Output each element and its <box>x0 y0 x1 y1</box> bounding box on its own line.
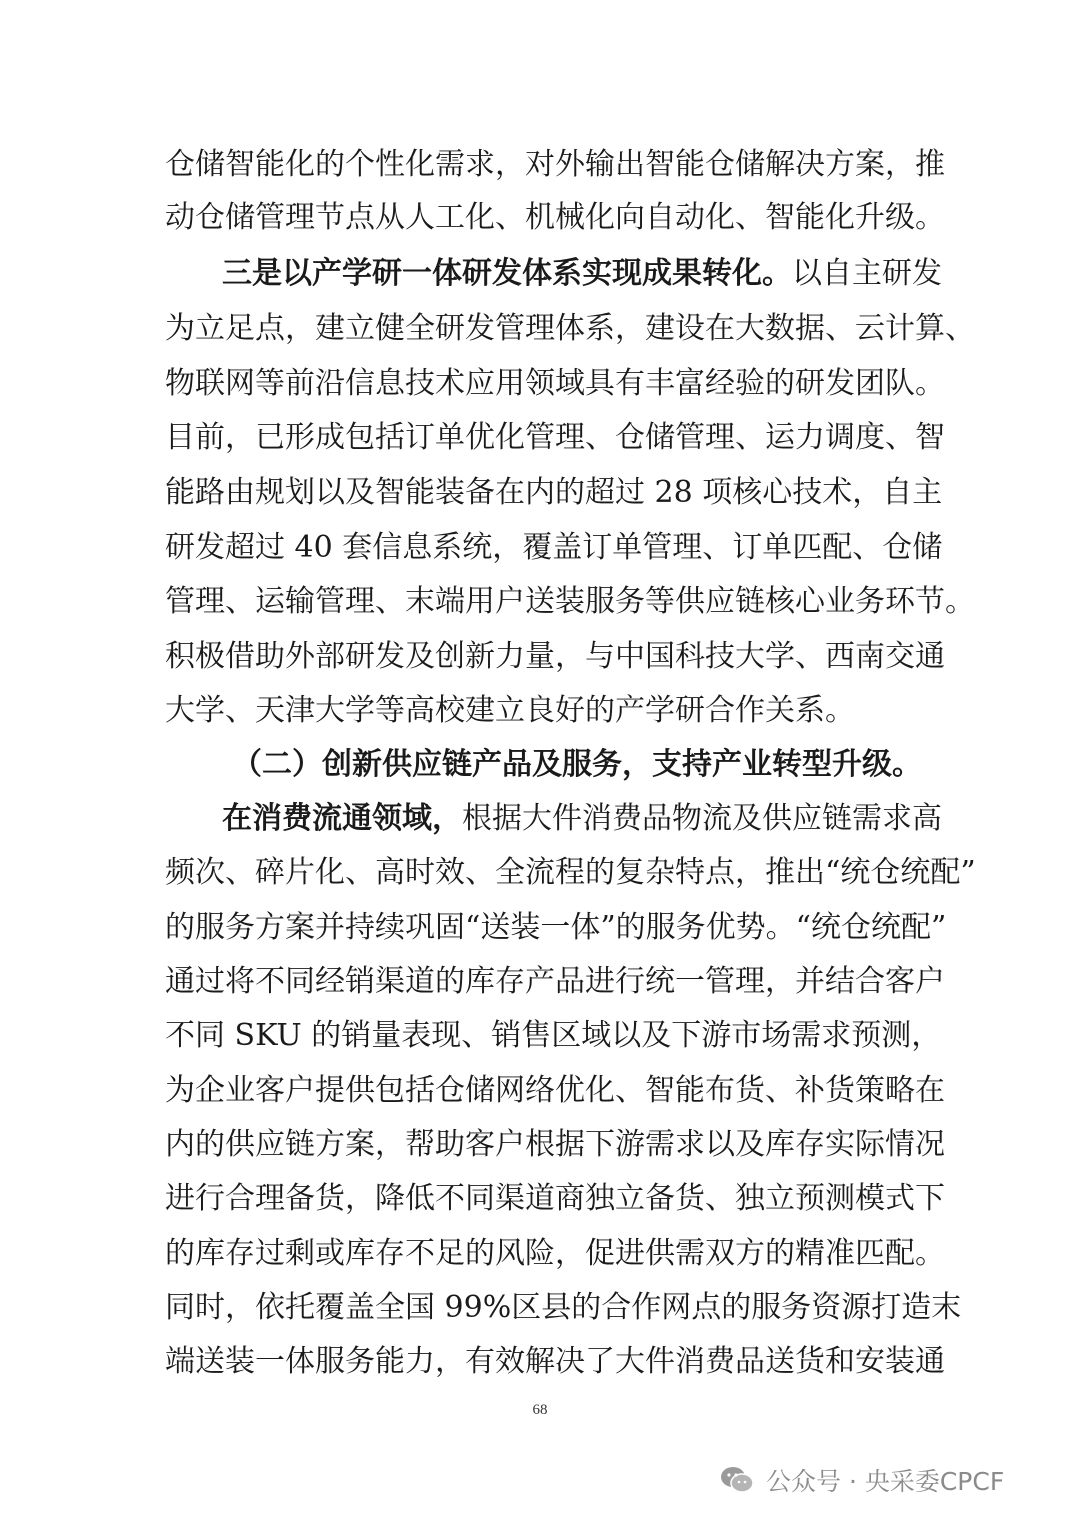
paragraph-line: 内的供应链方案，帮助客户根据下游需求以及库存实际情况 <box>165 1127 945 1162</box>
paragraph-lead-text: 根据大件消费品物流及供应链需求高 <box>462 801 942 836</box>
paragraph-lead-bold: 三是以产学研一体研发体系实现成果转化。 <box>222 256 792 291</box>
paragraph-line: 端送装一体服务能力，有效解决了大件消费品送货和安装通 <box>165 1344 945 1379</box>
paragraph-line: 能路由规划以及智能装备在内的超过 28 项核心技术，自主 <box>165 475 943 510</box>
paragraph-line: 的服务方案并持续巩固“送装一体”的服务优势。“统仓统配” <box>165 910 947 945</box>
paragraph-lead-text: 以自主研发 <box>792 256 942 291</box>
paragraph-lead-bold: 在消费流通领域， <box>222 801 462 836</box>
watermark <box>720 1460 1004 1500</box>
wechat-icon <box>720 1465 754 1495</box>
paragraph-line <box>222 799 942 839</box>
paragraph-line: 的库存过剩或库存不足的风险，促进供需双方的精准匹配。 <box>165 1236 945 1271</box>
paragraph-line: 通过将不同经销渠道的库存产品进行统一管理，并结合客户 <box>165 964 945 999</box>
paragraph-line: 积极借助外部研发及创新力量，与中国科技大学、西南交通 <box>165 639 945 674</box>
paragraph-line: 同时，依托覆盖全国 99%区县的合作网点的服务资源打造末 <box>165 1290 962 1325</box>
paragraph-line: 大学、天津大学等高校建立良好的产学研合作关系。 <box>165 693 855 728</box>
paragraph-line: 为企业客户提供包括仓储网络优化、智能布货、补货策略在 <box>165 1073 945 1108</box>
paragraph-line <box>222 254 942 294</box>
paragraph-line: 仓储智能化的个性化需求，对外输出智能仓储解决方案，推 <box>165 147 945 182</box>
paragraph-line: 不同 SKU 的销量表现、销售区域以及下游市场需求预测， <box>165 1018 942 1053</box>
paragraph-line: 为立足点，建立健全研发管理体系，建设在大数据、云计算、 <box>165 311 975 346</box>
page-number: 68 <box>532 1402 548 1418</box>
paragraph-line: 动仓储管理节点从人工化、机械化向自动化、智能化升级。 <box>165 200 945 235</box>
paragraph-line: 频次、碎片化、高时效、全流程的复杂特点，推出“统仓统配” <box>165 855 976 890</box>
paragraph-line: 进行合理备货，降低不同渠道商独立备货、独立预测模式下 <box>165 1181 945 1216</box>
watermark-text: 公众号 · 央采委CPCF <box>766 1467 1005 1496</box>
section-heading: （二）创新供应链产品及服务，支持产业转型升级。 <box>232 747 922 782</box>
paragraph-line: 物联网等前沿信息技术应用领域具有丰富经验的研发团队。 <box>165 366 945 401</box>
paragraph-line: 目前，已形成包括订单优化管理、仓储管理、运力调度、智 <box>165 420 945 455</box>
paragraph-line: 管理、运输管理、末端用户送装服务等供应链核心业务环节。 <box>165 584 975 619</box>
paragraph-line: 研发超过 40 套信息系统，覆盖订单管理、订单匹配、仓储 <box>165 530 943 565</box>
